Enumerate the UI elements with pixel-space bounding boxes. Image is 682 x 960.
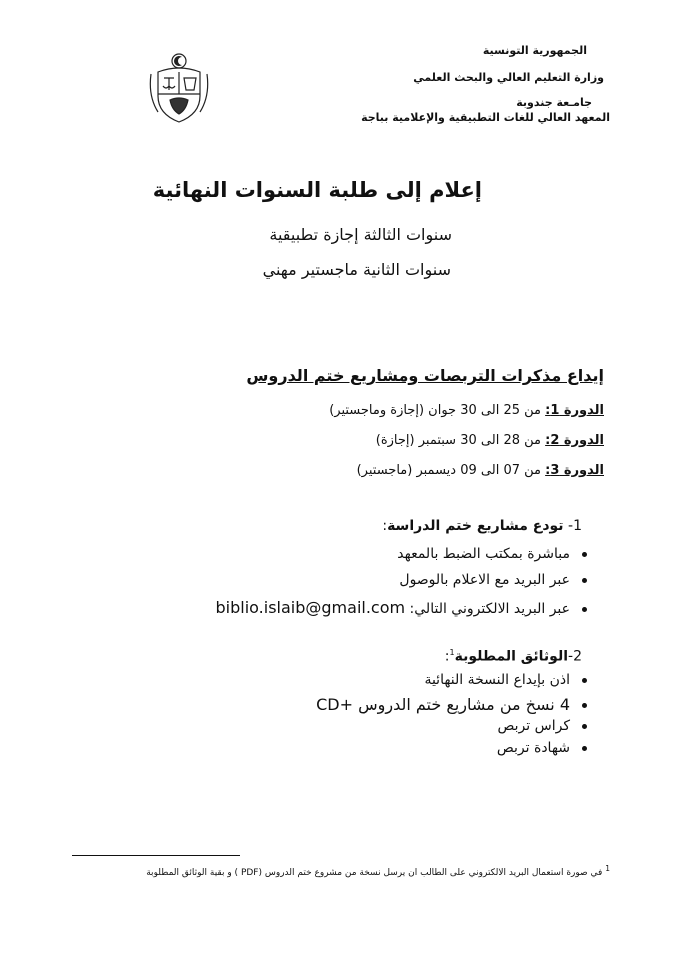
list-item-text: عبر البريد الالكتروني التالي: xyxy=(409,601,570,617)
letterhead-republic: الجمهورية التونسية xyxy=(482,44,587,57)
list-item xyxy=(497,740,587,756)
list-item xyxy=(424,672,587,688)
list-item xyxy=(498,718,588,734)
bullet-icon xyxy=(582,724,587,729)
section2-heading xyxy=(445,648,582,665)
footnote-mark: 1 xyxy=(605,864,610,873)
list-item-text: كراس تربص xyxy=(497,718,570,734)
session-text: من 25 الى 30 جوان (إجازة وماجستير) xyxy=(329,403,546,418)
section2-label: الوثائق المطلوبة xyxy=(454,648,569,665)
coat-of-arms-emblem xyxy=(148,52,210,124)
session-label: الدورة 2: xyxy=(545,433,604,448)
footnote-ref: 1 xyxy=(449,648,455,657)
footnote-divider xyxy=(72,855,240,856)
session-label: الدورة 3: xyxy=(545,463,604,478)
section1-number: 1- xyxy=(563,518,582,534)
list-item-text: مباشرة بمكتب الضبط بالمعهد xyxy=(397,546,570,562)
deposit-heading: إيداع مذكرات التربصات ومشاريع ختم الدروس xyxy=(246,366,604,385)
session-3 xyxy=(357,463,604,478)
session-1 xyxy=(329,403,604,418)
email-address: biblio.islaib@gmail.com xyxy=(215,598,406,617)
bullet-icon xyxy=(582,607,587,612)
bullet-icon xyxy=(582,746,587,751)
bullet-icon xyxy=(582,552,587,557)
section2-number: 2- xyxy=(568,648,582,665)
letterhead-university: جامـعة جندوبة xyxy=(516,96,592,109)
list-item-text: عبر البريد مع الاعلام بالوصول xyxy=(399,572,570,588)
page-title: إعلام إلى طلبة السنوات النهائية xyxy=(152,178,482,202)
list-item xyxy=(316,695,587,714)
list-item xyxy=(399,572,587,588)
subtitle-master: سنوات الثانية ماجستير مهني xyxy=(262,260,451,279)
letterhead-institute: المعهد العالي للغات التطبيقية والإعلامية بباجة xyxy=(361,111,610,124)
session-2 xyxy=(376,433,604,448)
list-item-text: شهادة تربص xyxy=(496,740,570,756)
section1-heading xyxy=(382,518,582,534)
bullet-icon xyxy=(582,678,587,683)
list-item-email xyxy=(216,598,587,617)
session-text: من 07 الى 09 ديسمبر (ماجستير) xyxy=(356,463,546,478)
bullet-icon xyxy=(582,703,587,708)
session-label: الدورة 1: xyxy=(545,403,604,418)
session-text: من 28 الى 30 سبتمبر (إجازة) xyxy=(375,433,546,448)
bullet-icon xyxy=(582,578,587,583)
list-item-text: 4 نسخ من مشاريع ختم الدروس +CD xyxy=(316,695,570,714)
section1-colon: : xyxy=(382,518,388,534)
section2-colon: : xyxy=(444,648,450,665)
list-item-text: اذن بإيداع النسخة النهائية xyxy=(424,672,570,688)
list-item xyxy=(397,546,587,562)
subtitle-license: سنوات الثالثة إجازة تطبيقية xyxy=(269,225,452,244)
footnote xyxy=(146,864,610,878)
letterhead-ministry: وزارة التعليم العالي والبحث العلمي xyxy=(413,71,604,84)
footnote-text: في صورة استعمال البريد الالكتروني على الطالب ان يرسل نسخة من مشروع ختم الدروس (PDF ) و بقية الوثائق المطلوبة xyxy=(146,868,603,878)
section1-label: تودع مشاريع ختم الدراسة xyxy=(387,518,564,534)
